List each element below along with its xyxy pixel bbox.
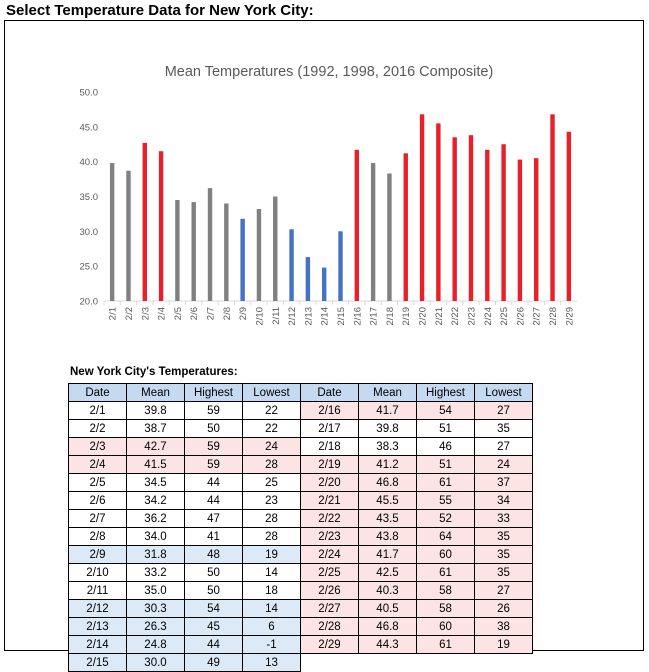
cell-lowest: 24	[243, 438, 301, 456]
table-row	[301, 564, 533, 582]
cell-date: 2/25	[301, 564, 359, 582]
cell-date: 2/16	[301, 402, 359, 420]
cell-mean: 46.8	[359, 618, 417, 636]
y-tick-label: 30.0	[79, 226, 98, 238]
cell-date: 2/3	[69, 438, 127, 456]
table-title: New York City's Temperatures:	[70, 366, 238, 378]
cell-mean: 34.0	[127, 528, 185, 546]
bar-2-17	[371, 163, 375, 301]
cell-lowest: 28	[243, 528, 301, 546]
cell-date: 2/20	[301, 474, 359, 492]
cell-lowest: 6	[243, 618, 301, 636]
cell-highest: 44	[185, 492, 243, 510]
x-tick-label: 2/15	[336, 307, 347, 326]
cell-highest: 59	[185, 456, 243, 474]
x-tick-label: 2/3	[140, 307, 152, 321]
cell-highest: 58	[417, 582, 475, 600]
cell-mean: 40.5	[359, 600, 417, 618]
x-tick-label: 2/6	[189, 307, 201, 321]
y-tick-label: 35.0	[79, 192, 98, 203]
bars	[110, 114, 571, 301]
cell-mean: 30.3	[127, 600, 185, 618]
cell-highest: 46	[417, 438, 475, 456]
bar-2-29	[567, 132, 571, 301]
cell-mean: 43.5	[359, 510, 417, 528]
cell-highest: 61	[417, 564, 475, 582]
cell-highest: 50	[185, 564, 243, 582]
bar-2-19	[404, 153, 408, 301]
cell-mean: 34.2	[127, 492, 185, 510]
cell-date: 2/27	[301, 600, 359, 618]
cell-highest: 60	[417, 618, 475, 636]
table-row	[69, 438, 301, 456]
cell-highest: 58	[417, 600, 475, 618]
cell-highest: 44	[185, 474, 243, 492]
cell-date: 2/13	[69, 618, 127, 636]
cell-lowest: 25	[243, 474, 301, 492]
content-frame	[4, 20, 644, 669]
cell-date: 2/7	[69, 510, 127, 528]
bar-2-4	[159, 151, 163, 301]
cell-mean: 40.3	[359, 582, 417, 600]
table-row	[301, 618, 533, 636]
x-tick-label: 2/9	[238, 307, 250, 321]
x-tick-label: 2/18	[384, 307, 396, 326]
y-tick-label: 40.0	[79, 157, 98, 169]
cell-mean: 36.2	[127, 510, 185, 528]
bar-2-23	[469, 135, 473, 301]
cell-date: 2/18	[301, 438, 359, 456]
cell-date: 2/5	[69, 474, 127, 492]
bar-2-18	[387, 174, 391, 301]
y-tick-label: 20.0	[79, 296, 98, 308]
table-row	[301, 402, 533, 420]
cell-lowest: 13	[243, 654, 301, 672]
header-highest: Highest	[185, 384, 243, 402]
x-tick-label: 2/10	[254, 307, 266, 326]
table-row	[301, 510, 533, 528]
cell-date: 2/28	[301, 618, 359, 636]
y-axis	[80, 88, 99, 308]
x-tick-label: 2/24	[482, 307, 494, 326]
y-tick-label: 50.0	[79, 87, 98, 99]
cell-date: 2/29	[301, 636, 359, 654]
header-lowest: Lowest	[243, 384, 301, 402]
header-highest: Highest	[417, 384, 475, 402]
cell-highest: 45	[185, 618, 243, 636]
table-row	[301, 420, 533, 438]
cell-mean: 33.2	[127, 564, 185, 582]
cell-highest: 61	[417, 474, 475, 492]
bar-2-26	[518, 160, 522, 301]
bar-2-21	[436, 123, 440, 301]
header-mean: Mean	[127, 384, 185, 402]
bar-2-16	[355, 150, 359, 301]
cell-mean: 38.3	[359, 438, 417, 456]
cell-date: 2/8	[69, 528, 127, 546]
cell-highest: 52	[417, 510, 475, 528]
cell-lowest: 28	[243, 456, 301, 474]
cell-lowest: 27	[475, 402, 533, 420]
cell-mean: 35.0	[127, 582, 185, 600]
cell-highest: 41	[185, 528, 243, 546]
cell-date: 2/23	[301, 528, 359, 546]
table-row	[301, 492, 533, 510]
cell-highest: 55	[417, 492, 475, 510]
table-row	[301, 600, 533, 618]
bar-2-11	[273, 197, 277, 302]
cell-date: 2/9	[69, 546, 127, 564]
cell-highest: 49	[185, 654, 243, 672]
bar-2-1	[110, 163, 114, 301]
cell-highest: 50	[185, 582, 243, 600]
table-row	[69, 636, 301, 654]
cell-date: 2/17	[301, 420, 359, 438]
bar-2-22	[452, 137, 456, 301]
cell-lowest: 35	[475, 564, 533, 582]
header-date: Date	[69, 384, 127, 402]
bar-2-9	[240, 219, 244, 301]
cell-highest: 48	[185, 546, 243, 564]
table-row	[69, 618, 301, 636]
cell-mean: 38.7	[127, 420, 185, 438]
x-tick-label: 2/26	[515, 307, 527, 326]
cell-lowest: 19	[243, 546, 301, 564]
cell-date: 2/2	[69, 420, 127, 438]
bar-2-12	[289, 229, 293, 301]
x-tick-label: 2/7	[205, 307, 217, 321]
bar-2-6	[192, 202, 196, 301]
cell-lowest: 34	[475, 492, 533, 510]
cell-highest: 54	[185, 600, 243, 618]
cell-date: 2/21	[301, 492, 359, 510]
cell-highest: 61	[417, 636, 475, 654]
x-tick-label: 2/27	[531, 307, 543, 326]
table-row	[69, 546, 301, 564]
cell-date: 2/15	[69, 654, 127, 672]
cell-date: 2/22	[301, 510, 359, 528]
cell-lowest: 27	[475, 582, 533, 600]
cell-mean: 39.8	[359, 420, 417, 438]
cell-lowest: 33	[475, 510, 533, 528]
cell-highest: 44	[185, 636, 243, 654]
bar-2-2	[126, 171, 130, 301]
bar-2-7	[208, 188, 212, 301]
table-row	[69, 420, 301, 438]
bar-2-3	[143, 143, 147, 301]
header-date: Date	[301, 384, 359, 402]
x-tick-label: 2/29	[564, 307, 576, 326]
bar-2-27	[534, 158, 538, 301]
bar-2-8	[224, 203, 228, 301]
cell-date: 2/24	[301, 546, 359, 564]
cell-highest: 47	[185, 510, 243, 528]
x-tick-label: 2/20	[417, 307, 429, 326]
cell-highest: 59	[185, 438, 243, 456]
cell-date: 2/10	[69, 564, 127, 582]
bar-2-13	[306, 257, 310, 301]
cell-lowest: 19	[475, 636, 533, 654]
cell-mean: 41.5	[127, 456, 185, 474]
mean-temperature-chart	[5, 21, 643, 346]
cell-lowest: 24	[475, 456, 533, 474]
table-row	[69, 492, 301, 510]
cell-date: 2/14	[69, 636, 127, 654]
cell-lowest: -1	[243, 636, 301, 654]
x-tick-label: 2/2	[123, 307, 135, 321]
x-tick-label: 2/19	[401, 307, 413, 326]
cell-date: 2/11	[69, 582, 127, 600]
cell-mean: 30.0	[127, 654, 185, 672]
cell-date: 2/19	[301, 456, 359, 474]
cell-date: 2/4	[69, 456, 127, 474]
cell-mean: 41.7	[359, 546, 417, 564]
x-tick-label: 2/11	[270, 307, 282, 325]
x-tick-label: 2/22	[450, 307, 462, 326]
x-axis	[104, 301, 575, 326]
x-tick-label: 2/8	[221, 307, 233, 321]
cell-highest: 54	[417, 402, 475, 420]
cell-lowest: 38	[475, 618, 533, 636]
table-row	[69, 402, 301, 420]
cell-lowest: 35	[475, 546, 533, 564]
table-row	[301, 474, 533, 492]
bar-2-5	[175, 200, 179, 301]
x-tick-label: 2/21	[433, 307, 445, 326]
bar-2-10	[257, 209, 261, 301]
cell-lowest: 22	[243, 420, 301, 438]
cell-mean: 41.7	[359, 402, 417, 420]
cell-lowest: 28	[243, 510, 301, 528]
table-row	[301, 546, 533, 564]
table-row	[69, 582, 301, 600]
x-tick-label: 2/28	[548, 307, 560, 326]
x-tick-label: 2/25	[499, 307, 511, 326]
cell-lowest: 35	[475, 420, 533, 438]
cell-lowest: 18	[243, 582, 301, 600]
cell-mean: 31.8	[127, 546, 185, 564]
x-tick-label: 2/4	[156, 307, 168, 321]
header-lowest: Lowest	[475, 384, 533, 402]
bar-2-24	[485, 150, 489, 301]
bar-2-28	[550, 114, 554, 301]
cell-highest: 60	[417, 546, 475, 564]
table-header-row	[69, 384, 301, 402]
header-mean: Mean	[359, 384, 417, 402]
x-tick-label: 2/17	[368, 307, 380, 326]
cell-highest: 50	[185, 420, 243, 438]
cell-lowest: 14	[243, 600, 301, 618]
x-tick-label: 2/14	[319, 307, 331, 326]
cell-lowest: 26	[475, 600, 533, 618]
bar-2-15	[338, 231, 342, 301]
cell-date: 2/1	[69, 402, 127, 420]
cell-lowest: 35	[475, 528, 533, 546]
cell-highest: 64	[417, 528, 475, 546]
cell-mean: 42.5	[359, 564, 417, 582]
table-row	[69, 600, 301, 618]
page-title: Select Temperature Data for New York City:	[6, 2, 314, 19]
x-tick-label: 2/1	[107, 307, 119, 321]
temperature-table-right	[300, 383, 533, 654]
cell-mean: 24.8	[127, 636, 185, 654]
cell-lowest: 23	[243, 492, 301, 510]
cell-date: 2/6	[69, 492, 127, 510]
cell-lowest: 14	[243, 564, 301, 582]
table-row	[69, 528, 301, 546]
cell-date: 2/12	[69, 600, 127, 618]
cell-lowest: 27	[475, 438, 533, 456]
table-row	[301, 456, 533, 474]
table-row	[69, 654, 301, 672]
table-row	[69, 474, 301, 492]
cell-mean: 42.7	[127, 438, 185, 456]
cell-highest: 59	[185, 402, 243, 420]
bar-2-14	[322, 268, 326, 301]
table-row	[69, 510, 301, 528]
x-tick-label: 2/16	[352, 307, 364, 326]
table-row	[301, 582, 533, 600]
cell-mean: 44.3	[359, 636, 417, 654]
cell-highest: 51	[417, 420, 475, 438]
table-row	[301, 636, 533, 654]
x-tick-label: 2/5	[172, 307, 184, 321]
x-tick-label: 2/12	[287, 307, 299, 326]
table-header-row	[301, 384, 533, 402]
chart-title: Mean Temperatures (1992, 1998, 2016 Composite)	[164, 64, 494, 80]
bar-2-20	[420, 114, 424, 301]
x-tick-label: 2/23	[466, 307, 478, 326]
table-row	[69, 564, 301, 582]
table-row	[301, 528, 533, 546]
cell-highest: 51	[417, 456, 475, 474]
cell-mean: 34.5	[127, 474, 185, 492]
bar-2-25	[501, 144, 505, 301]
table-row	[301, 438, 533, 456]
cell-mean: 46.8	[359, 474, 417, 492]
cell-mean: 45.5	[359, 492, 417, 510]
cell-mean: 39.8	[127, 402, 185, 420]
y-tick-label: 45.0	[79, 122, 98, 134]
cell-mean: 26.3	[127, 618, 185, 636]
cell-lowest: 22	[243, 402, 301, 420]
cell-mean: 43.8	[359, 528, 417, 546]
cell-mean: 41.2	[359, 456, 417, 474]
y-tick-label: 25.0	[79, 261, 98, 273]
cell-date: 2/26	[301, 582, 359, 600]
table-row	[69, 456, 301, 474]
x-tick-label: 2/13	[303, 307, 315, 326]
cell-lowest: 37	[475, 474, 533, 492]
temperature-table-left	[68, 383, 301, 672]
